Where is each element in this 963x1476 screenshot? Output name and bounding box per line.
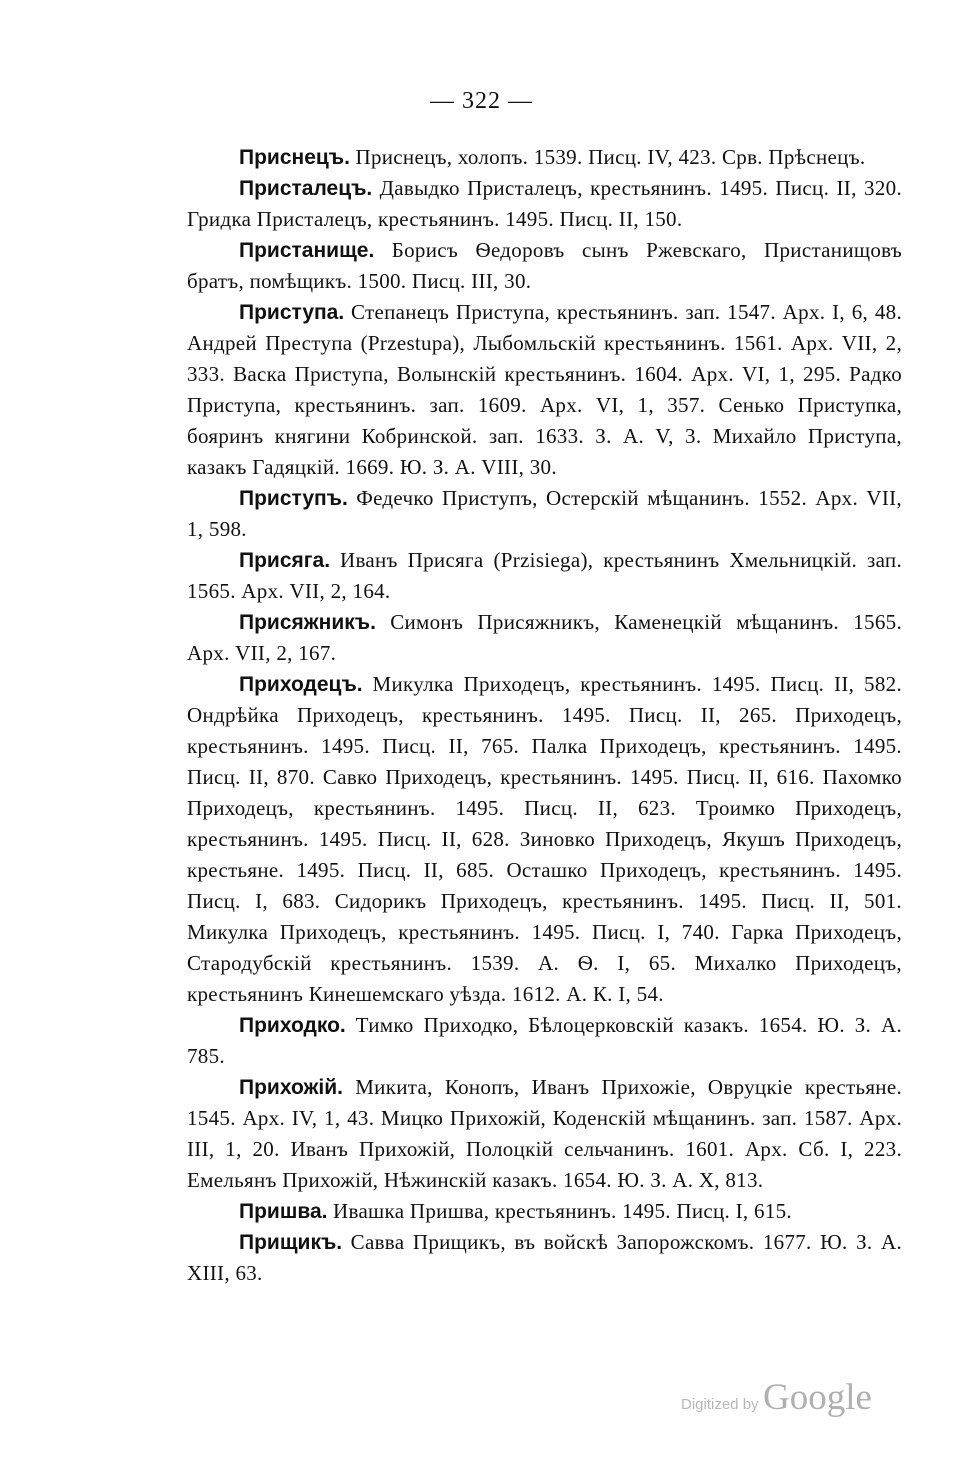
- digitized-watermark: [681, 1376, 872, 1419]
- entry-text: Федечко Приступъ, Остерскій мѣщанинъ. 1552. Арх. VII, 1, 598.: [187, 486, 902, 541]
- dictionary-entry: [187, 142, 902, 173]
- dictionary-entry: [187, 1227, 902, 1289]
- entry-text: Степанецъ Приступа, крестьянинъ. зап. 1547. Арх. I, 6, 48. Андрей Преступа (Przestupa), Лыбомльскій крестьянинъ. 1561. Арх. VII, 2, 333. Васка Приступа, Волынскій крестьянинъ. 1604. Арх. VI, 1, 295. Радко Приступа, крестьянинъ. зап. 1609. Арх. VI, 1, 357. Сенько Приступка, бояринъ княгини Кобринской. зап. 1633. З. А. V, 3. Михайло Приступа, казакъ Гадяцкій. 1669. Ю. З. А. VIII, 30.: [187, 300, 902, 479]
- entry-text: Борисъ Ѳедоровъ сынъ Ржевскаго, Пристанищовъ братъ, помѣщикъ. 1500. Писц. III, 30.: [187, 238, 902, 293]
- entry-headword: Приходецъ.: [239, 673, 363, 696]
- entry-text: Давыдко Присталецъ, крестьянинъ. 1495. Писц. II, 320. Гридка Присталецъ, крестьянинъ. 1495. Писц. II, 150.: [187, 176, 902, 231]
- entry-text: Симонъ Присяжникъ, Каменецкій мѣщанинъ. 1565. Арх. VII, 2, 167.: [187, 610, 902, 665]
- entry-text: Тимко Приходко, Бѣлоцерковскій казакъ. 1654. Ю. З. А. 785.: [187, 1013, 902, 1068]
- entry-text: Микулка Приходецъ, крестьянинъ. 1495. Писц. II, 582. Ондрѣйка Приходецъ, крестьянинъ. 1495. Писц. II, 265. Приходецъ, крестьянинъ. 1495. Писц. II, 765. Палка Приходецъ, крестьянинъ. 1495. Писц. II, 870. Савко Приходецъ, крестьянинъ. 1495. Писц. II, 616. Пахомко Приходецъ, крестьянинъ. 1495. Писц. II, 623. Троимко Приходецъ, крестьянинъ. 1495. Писц. II, 628. Зиновко Приходецъ, Якушъ Приходецъ, крестьяне. 1495. Писц. II, 685. Осташко Приходецъ, крестьянинъ. 1495. Писц. I, 683. Сидорикъ Приходецъ, крестьянинъ. 1495. Писц. II, 501. Микулка Приходецъ, крестьянинъ. 1495. Писц. I, 740. Гарка Приходецъ, Стародубскій крестьянинъ. 1539. А. Ѳ. I, 65. Михалко Приходецъ, крестьянинъ Кинешемскаго уѣзда. 1612. А. К. I, 54.: [187, 672, 902, 1006]
- entry-text: Микита, Конопъ, Иванъ Прихожіе, Овруцкіе крестьяне. 1545. Арх. IV, 1, 43. Мицко Прихожій, Коденскій мѣщанинъ. зап. 1587. Арх. III, 1, 20. Иванъ Прихожій, Полоцкій сельчанинъ. 1601. Арх. Сб. I, 223. Емельянъ Прихожій, Нѣжинскій казакъ. 1654. Ю. З. А. X, 813.: [187, 1075, 902, 1192]
- dictionary-entries: [187, 142, 902, 1289]
- entry-headword: Пристанище.: [239, 239, 375, 262]
- dictionary-entry: [187, 669, 902, 1010]
- entry-headword: Прихожій.: [239, 1076, 344, 1099]
- entry-headword: Пришва.: [239, 1200, 328, 1223]
- watermark-prefix: Digitized by: [681, 1396, 759, 1413]
- entry-text: Иванъ Присяга (Przisiega), крестьянинъ Хмельницкій. зап. 1565. Арх. VII, 2, 164.: [187, 548, 902, 603]
- dictionary-entry: [187, 297, 902, 483]
- entry-text: Савва Прищикъ, въ войскѣ Запорожскомъ. 1677. Ю. З. А. XIII, 63.: [187, 1230, 902, 1285]
- entry-headword: Приснецъ.: [239, 146, 350, 169]
- dictionary-entry: [187, 1010, 902, 1072]
- entry-headword: Присяга.: [239, 549, 331, 572]
- entry-headword: Приступъ.: [239, 487, 348, 510]
- dictionary-entry: [187, 1196, 902, 1227]
- entry-text: Приснецъ, холопъ. 1539. Писц. IV, 423. Срв. Прѣснецъ.: [349, 145, 866, 169]
- dictionary-entry: [187, 235, 902, 297]
- entry-headword: Присталецъ.: [239, 177, 373, 200]
- entry-headword: Приходко.: [239, 1014, 346, 1037]
- dictionary-entry: [187, 483, 902, 545]
- dictionary-entry: [187, 1072, 902, 1196]
- dictionary-entry: [187, 545, 902, 607]
- entry-headword: Присяжникъ.: [239, 611, 376, 634]
- dictionary-entry: [187, 607, 902, 669]
- entry-text: Ивашка Пришва, крестьянинъ. 1495. Писц. I, 615.: [327, 1199, 792, 1223]
- entry-headword: Прищикъ.: [239, 1231, 343, 1254]
- dictionary-entry: [187, 173, 902, 235]
- entry-headword: Приступа.: [239, 301, 345, 324]
- page-number: — 322 —: [430, 88, 533, 114]
- google-logo: Google: [763, 1377, 872, 1418]
